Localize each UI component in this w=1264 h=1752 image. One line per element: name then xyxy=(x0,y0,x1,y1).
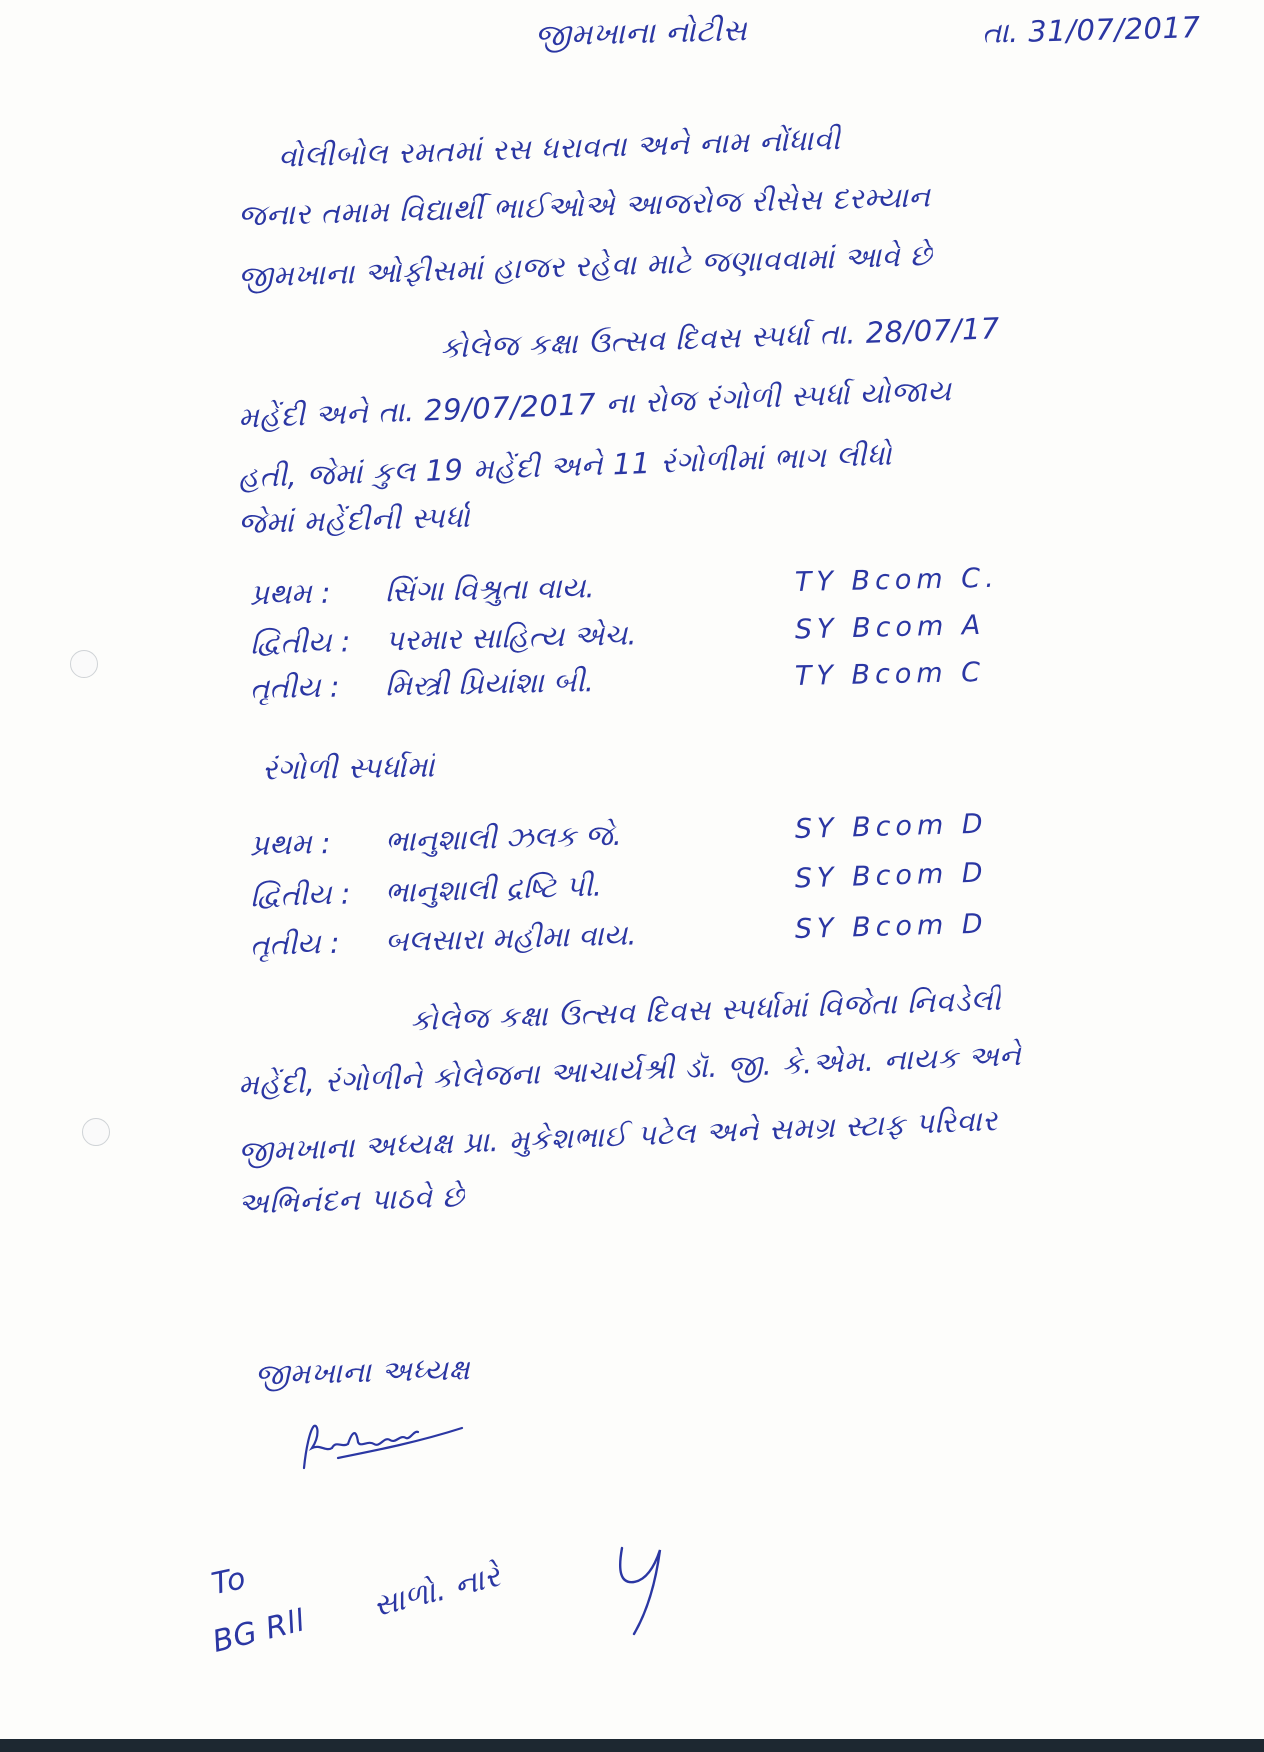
result-rank: તૃતીય : xyxy=(249,669,340,706)
punch-hole xyxy=(70,650,98,678)
initial-mark xyxy=(612,1540,676,1640)
result-class: SY Bcom D xyxy=(794,908,989,945)
result-class: TY Bcom C. xyxy=(794,562,999,598)
signature xyxy=(298,1418,468,1478)
notice-title: જીમખાના નોટીસ xyxy=(534,13,748,54)
paragraph3-line: અભિનંદન પાઠવે છે xyxy=(237,1179,466,1221)
notice-date: તા. 31/07/2017 xyxy=(981,10,1201,50)
paragraph2-line: કોલેજ કક્ષા ઉત્સવ દિવસ સ્પર્ધા તા. 28/07/17 xyxy=(439,311,1001,365)
punch-hole xyxy=(82,1118,110,1146)
paragraph1-line: જનાર તમામ વિદ્યાર્થી ભાઈઓએ આજરોજ રીસેસ દરમ્યાન xyxy=(237,179,931,233)
paragraph2-line: મહેંદી અને તા. 29/07/2017 ના રોજ રંગોળી સ્પર્ધા યોજાય xyxy=(237,373,953,435)
result-name: પરમાર સાહિત્ય એચ. xyxy=(384,617,637,658)
result-rank: પ્રથમ : xyxy=(249,575,331,612)
result-rank: તૃતીય : xyxy=(249,925,341,963)
result-class: SY Bcom A xyxy=(794,609,986,646)
distribution-line: BG Rll xyxy=(209,1603,309,1660)
result-rank: પ્રથમ : xyxy=(249,825,332,863)
paragraph3-line: જીમખાના અધ્યક્ષ પ્રા. મુકેશભાઈ પટેલ અને સમગ્ર સ્ટાફ પરિવાર xyxy=(237,1103,999,1169)
result-class: SY Bcom D xyxy=(794,857,989,895)
paragraph3-line: કોલેજ કક્ષા ઉત્સવ દિવસ સ્પર્ધામાં વિજેતા નિવડેલી xyxy=(409,982,1002,1038)
result-name: મિસ્ત્રી પ્રિયાંશા બી. xyxy=(384,664,595,703)
rangoli-heading: રંગોળી સ્પર્ધામાં xyxy=(261,749,436,787)
result-name: બલસારા મહીમા વાય. xyxy=(384,917,637,959)
result-rank: દ્વિતીય : xyxy=(249,624,351,661)
result-name: ભાનુશાલી દ્રષ્ટિ પી. xyxy=(384,868,603,910)
paragraph2-line: હતી, જેમાં કુલ 19 મહેંદી અને 11 રંગોળીમાં ભાગ લીધો xyxy=(237,437,893,495)
result-name: સિંગા વિશ્રુતા વાય. xyxy=(384,570,595,609)
distribution-to: To xyxy=(208,1560,250,1603)
result-class: SY Bcom D xyxy=(794,808,989,845)
paragraph1-line: વોલીબોલ રમતમાં રસ ધરાવતા અને નામ નોંધાવી xyxy=(277,122,841,174)
result-class: TY Bcom C xyxy=(794,656,986,692)
paragraph3-line: મહેંદી, રંગોળીને કોલેજના આચાર્યશ્રી ડૉ. જી. કે.એમ. નાયક અને xyxy=(237,1037,1022,1103)
signatory-title: જીમખાના અધ્યક્ષ xyxy=(254,1352,471,1392)
paragraph1-line: જીમખાના ઓફીસમાં હાજર રહેવા માટે જણાવવામાં આવે છે xyxy=(237,238,934,294)
scan-edge xyxy=(0,1739,1264,1752)
result-name: ભાનુશાલી ઝલક જે. xyxy=(384,817,623,859)
paragraph2-line: જેમાં મહેંદીની સ્પર્ધા xyxy=(237,499,471,541)
result-rank: દ્વિતીય : xyxy=(249,876,352,914)
distribution-line: સાળો. નારે xyxy=(369,1558,505,1625)
